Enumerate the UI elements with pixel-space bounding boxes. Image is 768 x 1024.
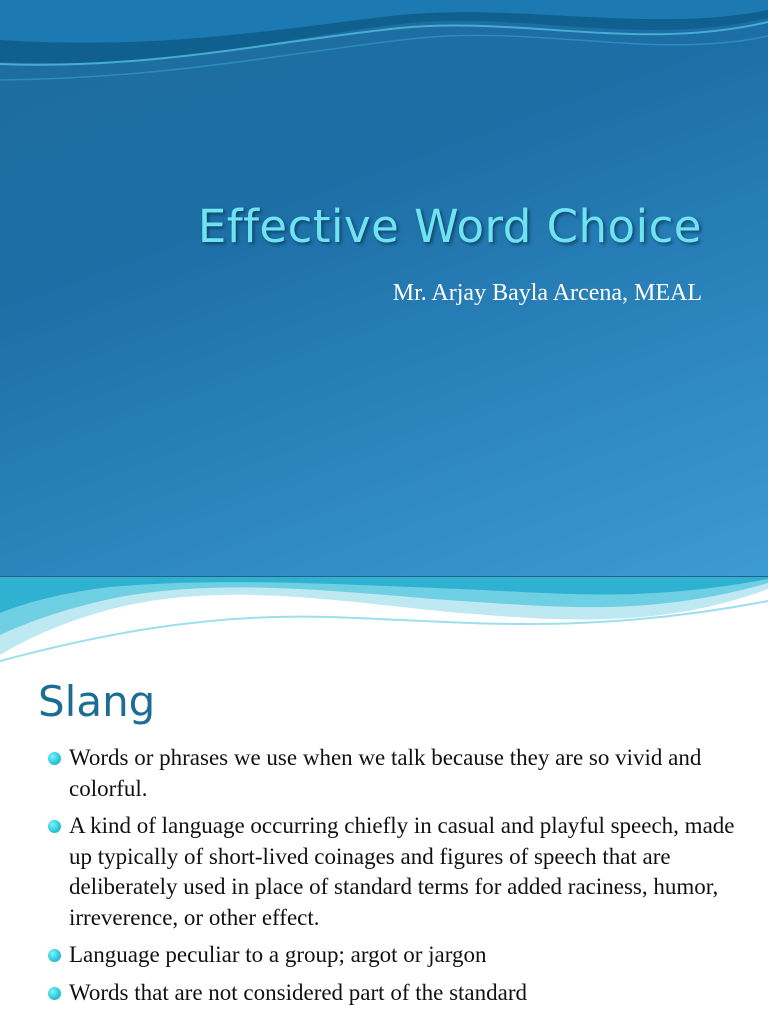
bullet-icon: [48, 752, 61, 765]
slide-title: Effective Word Choice: [197, 200, 702, 253]
bullet-icon: [48, 987, 61, 1000]
bullet-icon: [48, 949, 61, 962]
list-item: [46, 940, 736, 971]
bullet-text: Words that are not considered part of the standard: [69, 979, 527, 1005]
bullet-icon: [48, 820, 61, 833]
bullet-list: [46, 743, 736, 1015]
bullet-text: A kind of language occurring chiefly in casual and playful speech, made up typically of short-lived coinages and figures of speech that are deliberately used in place of standard terms for added raciness, humor, irreverence, or other effect.: [69, 813, 735, 930]
bullet-text: Language peculiar to a group; argot or jargon: [69, 942, 487, 967]
content-slide: [0, 577, 768, 1024]
slide-heading: Slang: [38, 677, 156, 726]
list-item: [46, 743, 736, 804]
list-item: [46, 811, 736, 933]
wave-decoration-top: [0, 577, 768, 667]
list-item: [46, 978, 736, 1009]
bullet-text: Words or phrases we use when we talk because they are so vivid and colorful.: [69, 745, 702, 801]
wave-decoration-top: [0, 0, 768, 110]
slide-subtitle: Mr. Arjay Bayla Arcena, MEAL: [392, 280, 702, 306]
